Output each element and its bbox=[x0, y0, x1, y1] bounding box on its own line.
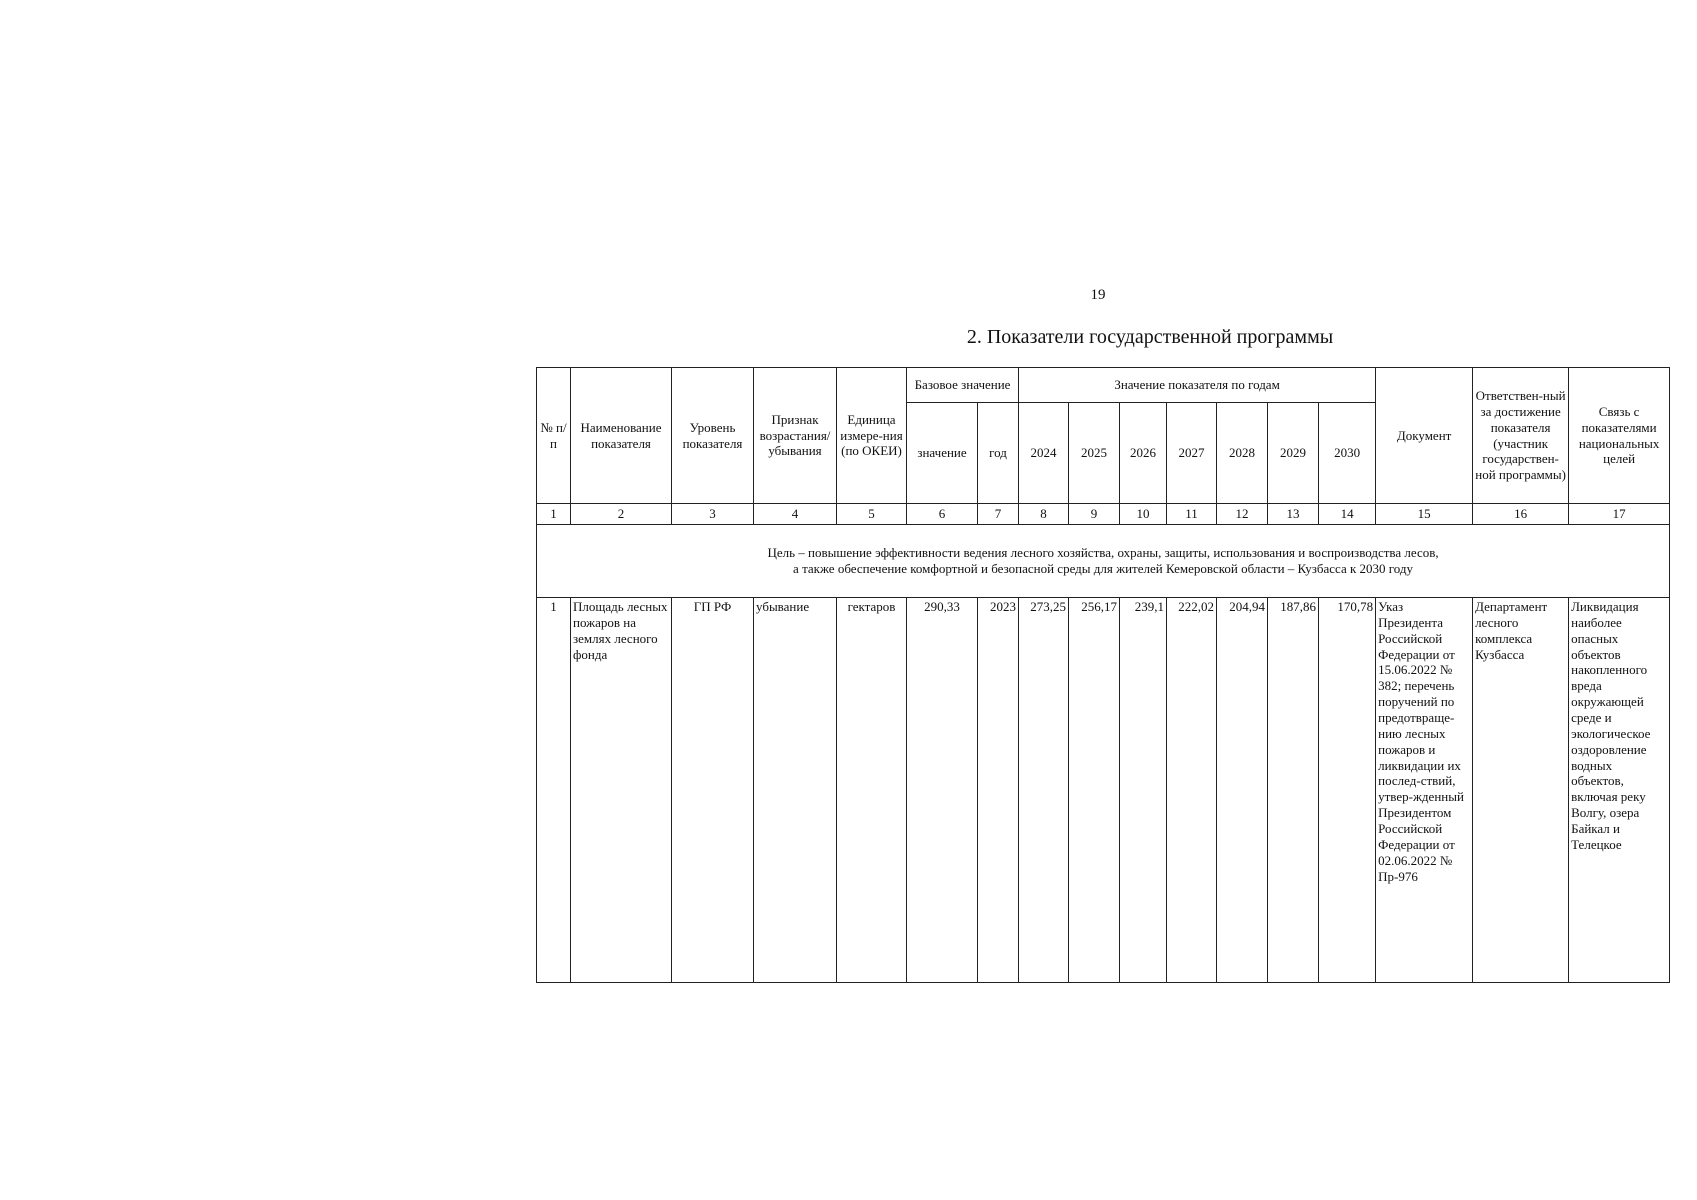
cell-year-value: 256,17 bbox=[1069, 598, 1120, 983]
header-unit: Единица измере-ния (по ОКЕИ) bbox=[837, 368, 907, 504]
page-number: 19 bbox=[1090, 287, 1106, 303]
cell-link: Ликвидация наиболее опасных объектов накопленного вреда окружающей среде и экологическое оздоровление водных объектов, включая реку Волгу, озера Байкал и Телецкое bbox=[1569, 598, 1670, 983]
header-base-group: Базовое значение bbox=[907, 368, 1019, 403]
cell-year-value: 187,86 bbox=[1268, 598, 1319, 983]
header-level: Уровень показателя bbox=[672, 368, 754, 504]
cell-name: Площадь лесных пожаров на землях лесного фонда bbox=[571, 598, 672, 983]
column-number: 10 bbox=[1120, 504, 1167, 525]
section-title: 2. Показатели государственной программы bbox=[966, 326, 1334, 348]
table-row bbox=[537, 598, 1670, 983]
header-base-year: год bbox=[978, 403, 1019, 504]
cell-year-value: 239,1 bbox=[1120, 598, 1167, 983]
cell-unit: гектаров bbox=[837, 598, 907, 983]
column-number: 2 bbox=[571, 504, 672, 525]
cell-document: Указ Президента Российской Федерации от 15.06.2022 № 382; перечень поручений по предотвраще-нию лесных пожаров и ликвидации их послед-ствий, утвер-жденный Президентом Российской Федерации от 02.06.2022 № Пр-976 bbox=[1376, 598, 1473, 983]
header-sign: Признак возрастания/ убывания bbox=[754, 368, 837, 504]
cell-year-value: 170,78 bbox=[1319, 598, 1376, 983]
cell-sign: убывание bbox=[754, 598, 837, 983]
header-name: Наименование показателя bbox=[571, 368, 672, 504]
column-number: 3 bbox=[672, 504, 754, 525]
cell-num: 1 bbox=[537, 598, 571, 983]
header-year: 2025 bbox=[1069, 403, 1120, 504]
column-number: 7 bbox=[978, 504, 1019, 525]
header-year: 2028 bbox=[1217, 403, 1268, 504]
cell-year-value: 273,25 bbox=[1019, 598, 1069, 983]
column-number: 6 bbox=[907, 504, 978, 525]
header-years-group: Значение показателя по годам bbox=[1019, 368, 1376, 403]
header-year: 2027 bbox=[1167, 403, 1217, 504]
cell-year-value: 222,02 bbox=[1167, 598, 1217, 983]
column-number: 9 bbox=[1069, 504, 1120, 525]
header-link: Связь с показателями национальных целей bbox=[1569, 368, 1670, 504]
indicators-table bbox=[536, 367, 1670, 983]
column-number: 11 bbox=[1167, 504, 1217, 525]
goal-line: а также обеспечение комфортной и безопасной среды для жителей Кемеровской области – Кузбасса к 2030 году bbox=[793, 561, 1414, 576]
header-document: Документ bbox=[1376, 368, 1473, 504]
column-number: 17 bbox=[1569, 504, 1670, 525]
column-number: 4 bbox=[754, 504, 837, 525]
column-number: 8 bbox=[1019, 504, 1069, 525]
goal-line: Цель – повышение эффективности ведения лесного хозяйства, охраны, защиты, использования и воспроизводства лесов, bbox=[767, 545, 1439, 561]
column-number: 15 bbox=[1376, 504, 1473, 525]
cell-level: ГП РФ bbox=[672, 598, 754, 983]
column-number: 12 bbox=[1217, 504, 1268, 525]
column-number: 1 bbox=[537, 504, 571, 525]
header-base-value: значение bbox=[907, 403, 978, 504]
cell-base-year: 2023 bbox=[978, 598, 1019, 983]
header-num: № п/п bbox=[537, 368, 571, 504]
column-number: 5 bbox=[837, 504, 907, 525]
column-number: 16 bbox=[1473, 504, 1569, 525]
cell-base-value: 290,33 bbox=[907, 598, 978, 983]
column-number: 14 bbox=[1319, 504, 1376, 525]
cell-year-value: 204,94 bbox=[1217, 598, 1268, 983]
header-year: 2026 bbox=[1120, 403, 1167, 504]
header-responsible: Ответствен-ный за достижение показателя (участник государствен-ной программы) bbox=[1473, 368, 1569, 504]
goal-statement bbox=[537, 525, 1670, 598]
column-number: 13 bbox=[1268, 504, 1319, 525]
cell-responsible: Департамент лесного комплекса Кузбасса bbox=[1473, 598, 1569, 983]
header-year: 2030 bbox=[1319, 403, 1376, 504]
header-year: 2024 bbox=[1019, 403, 1069, 504]
header-year: 2029 bbox=[1268, 403, 1319, 504]
